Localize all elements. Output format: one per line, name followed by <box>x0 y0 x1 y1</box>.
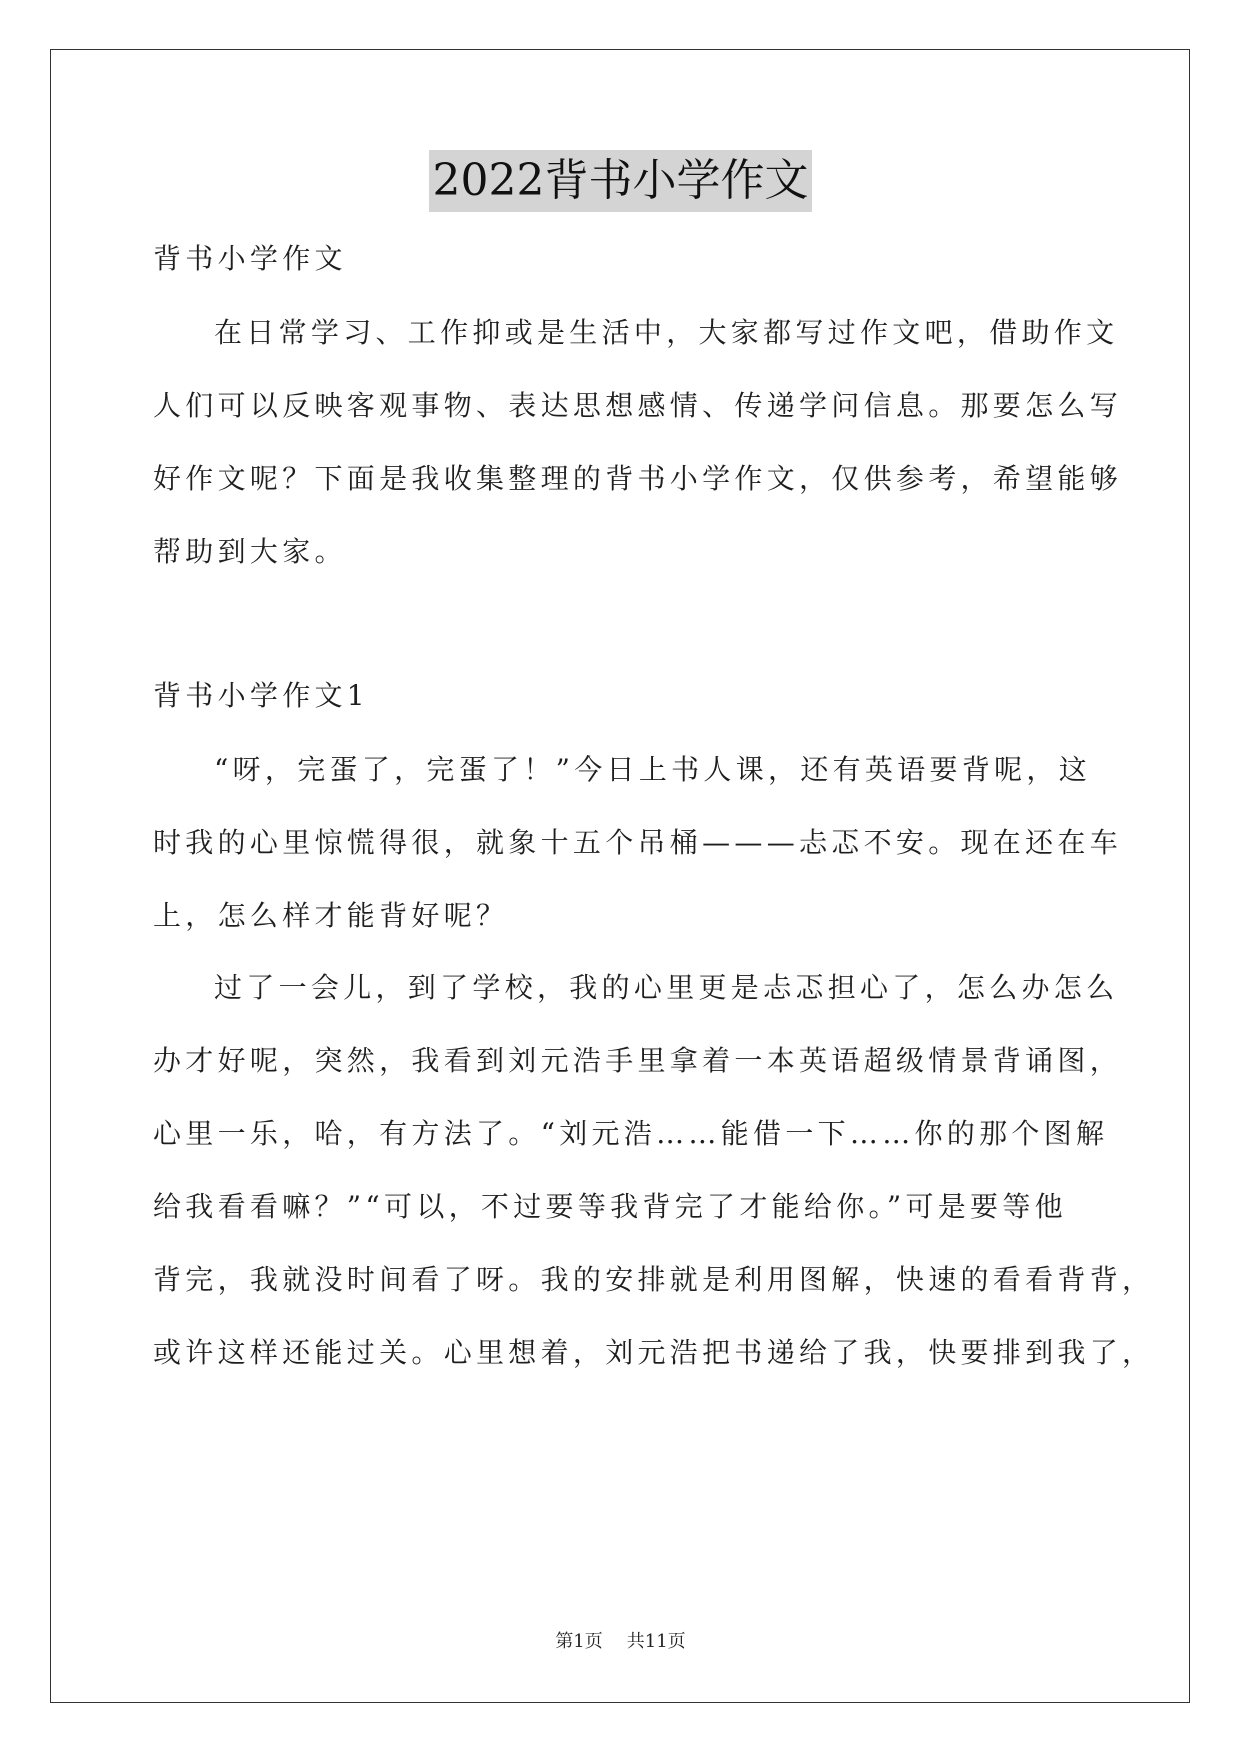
paragraph-line: 或许这样还能过关。心里想着，刘元浩把书递给了我，快要排到我了， <box>153 1336 1155 1369</box>
paragraph-line: 在日常学习、工作抑或是生活中，大家都写过作文吧，借助作文 <box>214 316 1119 349</box>
paragraph-line: 给我看看嘛？”“可以，不过要等我背完了才能给你。”可是要等他 <box>153 1190 1067 1223</box>
paragraph-line: 心里一乐，哈，有方法了。“刘元浩……能借一下……你的那个图解 <box>153 1117 1109 1150</box>
paragraph-line: 好作文呢？下面是我收集整理的背书小学作文，仅供参考，希望能够 <box>153 462 1123 495</box>
paragraph-line: 上，怎么样才能背好呢？ <box>153 899 509 932</box>
page-total: 共11页 <box>626 1631 686 1652</box>
section-heading: 背书小学作文1 <box>153 679 369 712</box>
paragraph-line: 时我的心里惊慌得很，就象十五个吊桶———忐忑不安。现在还在车 <box>153 826 1123 859</box>
page-number: 第1页 <box>555 1631 603 1652</box>
paragraph-line: 过了一会儿，到了学校，我的心里更是忐忑担心了，怎么办怎么 <box>214 971 1119 1004</box>
paragraph-line: 背完，我就没时间看了呀。我的安排就是利用图解，快速的看看背背， <box>153 1263 1155 1296</box>
paragraph-line: “呀，完蛋了，完蛋了！”今日上书人课，还有英语要背呢，这 <box>214 753 1092 786</box>
paragraph-line: 帮助到大家。 <box>153 535 347 568</box>
document-title: 2022背书小学作文 <box>429 150 813 212</box>
paragraph-line: 办才好呢，突然，我看到刘元浩手里拿着一本英语超级情景背诵图， <box>153 1044 1123 1077</box>
title-container <box>0 150 1241 212</box>
paragraph-line: 人们可以反映客观事物、表达思想感情、传递学问信息。那要怎么写 <box>153 389 1123 422</box>
page-footer <box>0 1630 1241 1654</box>
section-heading: 背书小学作文 <box>153 242 347 275</box>
page-border <box>50 49 1190 1703</box>
